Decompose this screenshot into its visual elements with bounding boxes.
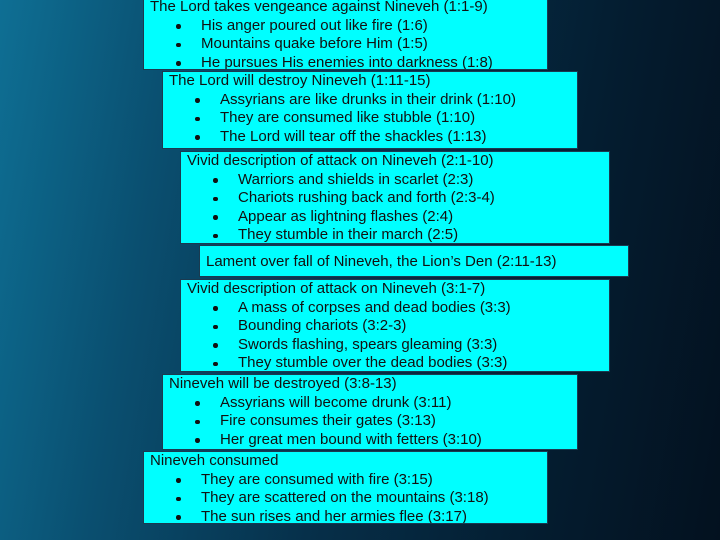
section-title: Vivid description of attack on Nineveh (2:1-10) xyxy=(187,152,494,169)
bullet-item: A mass of corpses and dead bodies (3:3) xyxy=(187,299,605,318)
bullet-list xyxy=(187,171,605,245)
bullet-item: Assyrians are like drunks in their drink (1:10) xyxy=(169,91,573,110)
section-box-attack-chapter-2 xyxy=(180,151,610,244)
bullet-item: Assyrians will become drunk (3:11) xyxy=(169,394,573,413)
section-title: The Lord takes vengeance against Nineveh (1:1-9) xyxy=(150,0,488,15)
bullet-item: They are consumed like stubble (1:10) xyxy=(169,109,573,128)
bullet-item: Warriors and shields in scarlet (2:3) xyxy=(187,171,605,190)
bullet-list xyxy=(169,91,573,147)
bullet-item: Chariots rushing back and forth (2:3-4) xyxy=(187,189,605,208)
section-box-lament xyxy=(199,245,629,277)
section-title: The Lord will destroy Nineveh (1:11-15) xyxy=(169,72,431,89)
bullet-list xyxy=(150,17,543,71)
bullet-item: Bounding chariots (3:2-3) xyxy=(187,317,605,336)
bullet-list xyxy=(150,471,543,525)
section-box-vengeance xyxy=(143,0,548,70)
section-box-will-be-destroyed xyxy=(162,374,578,450)
section-title: Nineveh will be destroyed (3:8-13) xyxy=(169,375,397,392)
section-title: Nineveh consumed xyxy=(150,452,279,469)
bullet-item: Fire consumes their gates (3:13) xyxy=(169,412,573,431)
section-box-attack-chapter-3 xyxy=(180,279,610,372)
bullet-list xyxy=(169,394,573,450)
bullet-item: Appear as lightning flashes (2:4) xyxy=(187,208,605,227)
bullet-item: They are consumed with fire (3:15) xyxy=(150,471,543,490)
section-box-consumed xyxy=(143,451,548,524)
section-box-destroy xyxy=(162,71,578,149)
bullet-list xyxy=(187,299,605,373)
bullet-item: The Lord will tear off the shackles (1:13) xyxy=(169,128,573,147)
bullet-item: They are scattered on the mountains (3:18) xyxy=(150,489,543,508)
bullet-item: His anger poured out like fire (1:6) xyxy=(150,17,543,36)
bullet-item: Mountains quake before Him (1:5) xyxy=(150,35,543,54)
section-title: Vivid description of attack on Nineveh (3:1-7) xyxy=(187,280,486,297)
section-title: Lament over fall of Nineveh, the Lion’s Den (2:11-13) xyxy=(206,253,557,270)
bullet-item: Her great men bound with fetters (3:10) xyxy=(169,431,573,450)
bullet-item: Swords flashing, spears gleaming (3:3) xyxy=(187,336,605,355)
bullet-item: They stumble in their march (2:5) xyxy=(187,226,605,244)
bullet-item: The sun rises and her armies flee (3:17) xyxy=(150,508,543,525)
bullet-item: They stumble over the dead bodies (3:3) xyxy=(187,354,605,372)
bullet-item: He pursues His enemies into darkness (1:8) xyxy=(150,54,543,71)
